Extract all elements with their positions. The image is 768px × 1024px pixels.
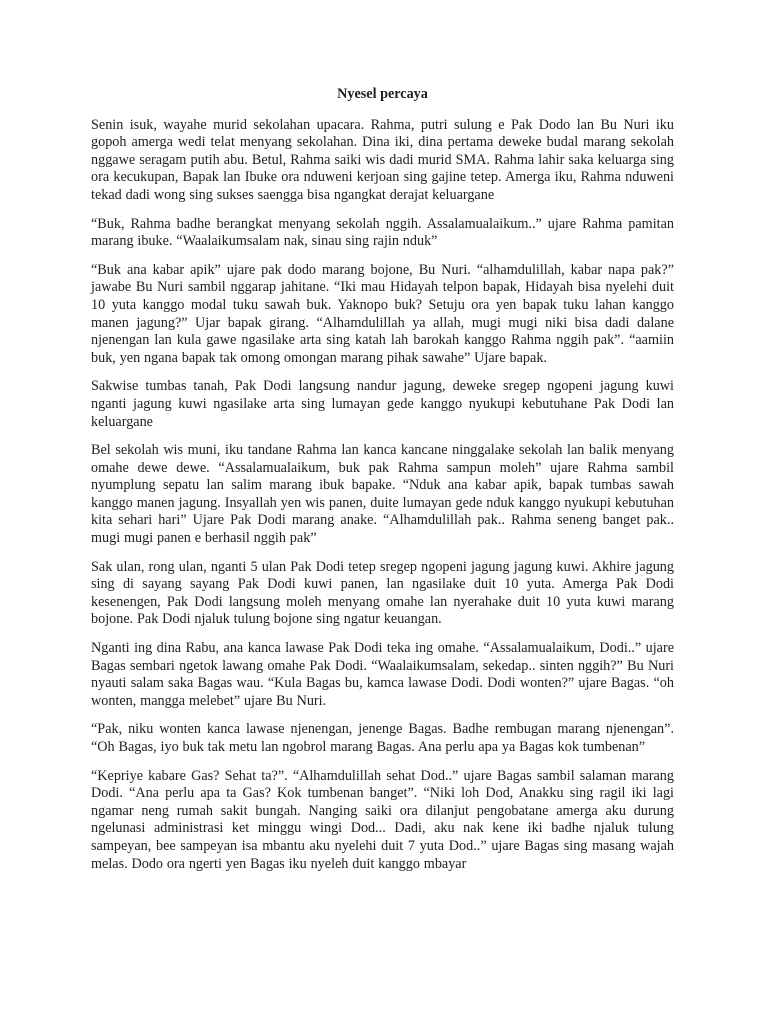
paragraph: “Buk, Rahma badhe berangkat menyang sekolah nggih. Assalamualaikum..” ujare Rahma pamitan marang ibuke. “Waalaikumsalam nak, sinau sing rajin nduk”	[91, 215, 674, 250]
paragraph: “Pak, niku wonten kanca lawase njenengan, jenenge Bagas. Badhe rembugan marang njenengan”. “Oh Bagas, iyo buk tak metu lan ngobrol marang Bagas. Ana perlu apa ya Bagas kok tumbenan”	[91, 721, 674, 755]
document-title: Nyesel percaya	[337, 86, 428, 102]
paragraph: “Kepriye kabare Gas? Sehat ta?”. “Alhamdulillah sehat Dod..” ujare Bagas sambil salaman marang Dodi. “Ana perlu apa ta Gas? Kok tumbenan banget”. “Niki loh Dod, Anakku sing ragil iki lagi ngamar neng rumah sakit bungah. Nanging saiki ora dilanjut pengobatane amerga aku durung ngelunasi administrasi ket minggu wingi Dod... Dadi, aku nak kene iki badhe njaluk tulung sampeyan, bee sampeyan isa mbantu aku nyelehi duit 7 yuta Dod..” ujare Bagas sing masang wajah melas. Dodo ora ngerti yen Bagas iku nyeleh duit kanggo mbayar	[91, 767, 674, 872]
paragraph: Sakwise tumbas tanah, Pak Dodi langsung nandur jagung, deweke sregep ngopeni jagung kuwi nganti jagung kuwi ngasilake arta sing lumayan gede kanggo nyukupi kebutuhane Pak Dodi lan keluargane	[91, 378, 674, 430]
paragraph: Sak ulan, rong ulan, nganti 5 ulan Pak Dodi tetep sregep ngopeni jagung jagung kuwi. Akhire jagung sing di sayang sayang Pak Dodi kuwi panen, lan ngasilake duit 10 yuta. Amerga Pak Dodi kesenengen, Pak Dodi langsung moleh menyang omahe lan nyerahake duit 10 yuta kuwi marang bojone. Pak Dodi njaluk tulung bojone sing ngatur keuangan.	[91, 558, 674, 628]
paragraph: Senin isuk, wayahe murid sekolahan upacara. Rahma, putri sulung e Pak Dodo lan Bu Nuri iku gopoh amerga wedi telat menyang sekolahan. Dina iki, dina pertama deweke budal marang sekolah nggawe seragam putih abu. Betul, Rahma saiki wis dadi murid SMA. Rahma lahir saka keluarga sing ora kecukupan, Bapak lan Ibuke ora nduweni kerjoan sing gajine tetep. Amerga iku, Rahma nduweni tekad dadi wong sing sukses saengga bisa ngangkat derajat keluargane	[91, 116, 674, 203]
paragraph: “Buk ana kabar apik” ujare pak dodo marang bojone, Bu Nuri. “alhamdulillah, kabar napa pak?” jawabe Bu Nuri sambil nggarap jahitane. “Iki mau Hidayah telpon bapak, Hidayah bisa nyelehi duit 10 yuta kanggo modal tuku sawah buk. Yaknopo buk? Setuju ora yen bapak tuku lahan kanggo manen jagung?” Ujar bapak girang. “Alhamdulillah ya allah, mugi mugi niki bisa dadi dalane njenengan lan kula gawe ngasilake arta sing katah lah barokah kanggo Rahma nggih pak”. “aamiin buk, yen ngana bapak tak omong omongan marang pihak sawahe” Ujare bapak.	[91, 261, 674, 366]
paragraph: Bel sekolah wis muni, iku tandane Rahma lan kanca kancane ninggalake sekolah lan balik menyang omahe dewe dewe. “Assalamualaikum, buk pak Rahma sampun moleh” ujare Rahma sambil nyumplung sepatu lan salim marang ibuk bapake. “Nduk ana kabar apik, bapak tumbas sawah kanggo manen jagung. Insyallah yen wis panen, duite lumayan gede nduk kanggo nyukupi kebutuhan kita sehari hari” Ujare Pak Dodi marang anake. “Alhamdulillah pak.. Rahma seneng banget pak.. mugi mugi panen e berhasil nggih pak”	[91, 442, 674, 547]
document-page	[91, 86, 674, 884]
paragraph: Nganti ing dina Rabu, ana kanca lawase Pak Dodi teka ing omahe. “Assalamualaikum, Dodi..” ujare Bagas sembari ngetok lawang omahe Pak Dodi. “Waalaikumsalam, sekedap.. sinten nggih?” Bu Nuri nyauti salam saka Bagas wau. “Kula Bagas bu, kamca lawase Dodi. Dodi wonten?” ujare Bagas. “oh wonten, mangga melebet” ujare Bu Nuri.	[91, 640, 674, 709]
